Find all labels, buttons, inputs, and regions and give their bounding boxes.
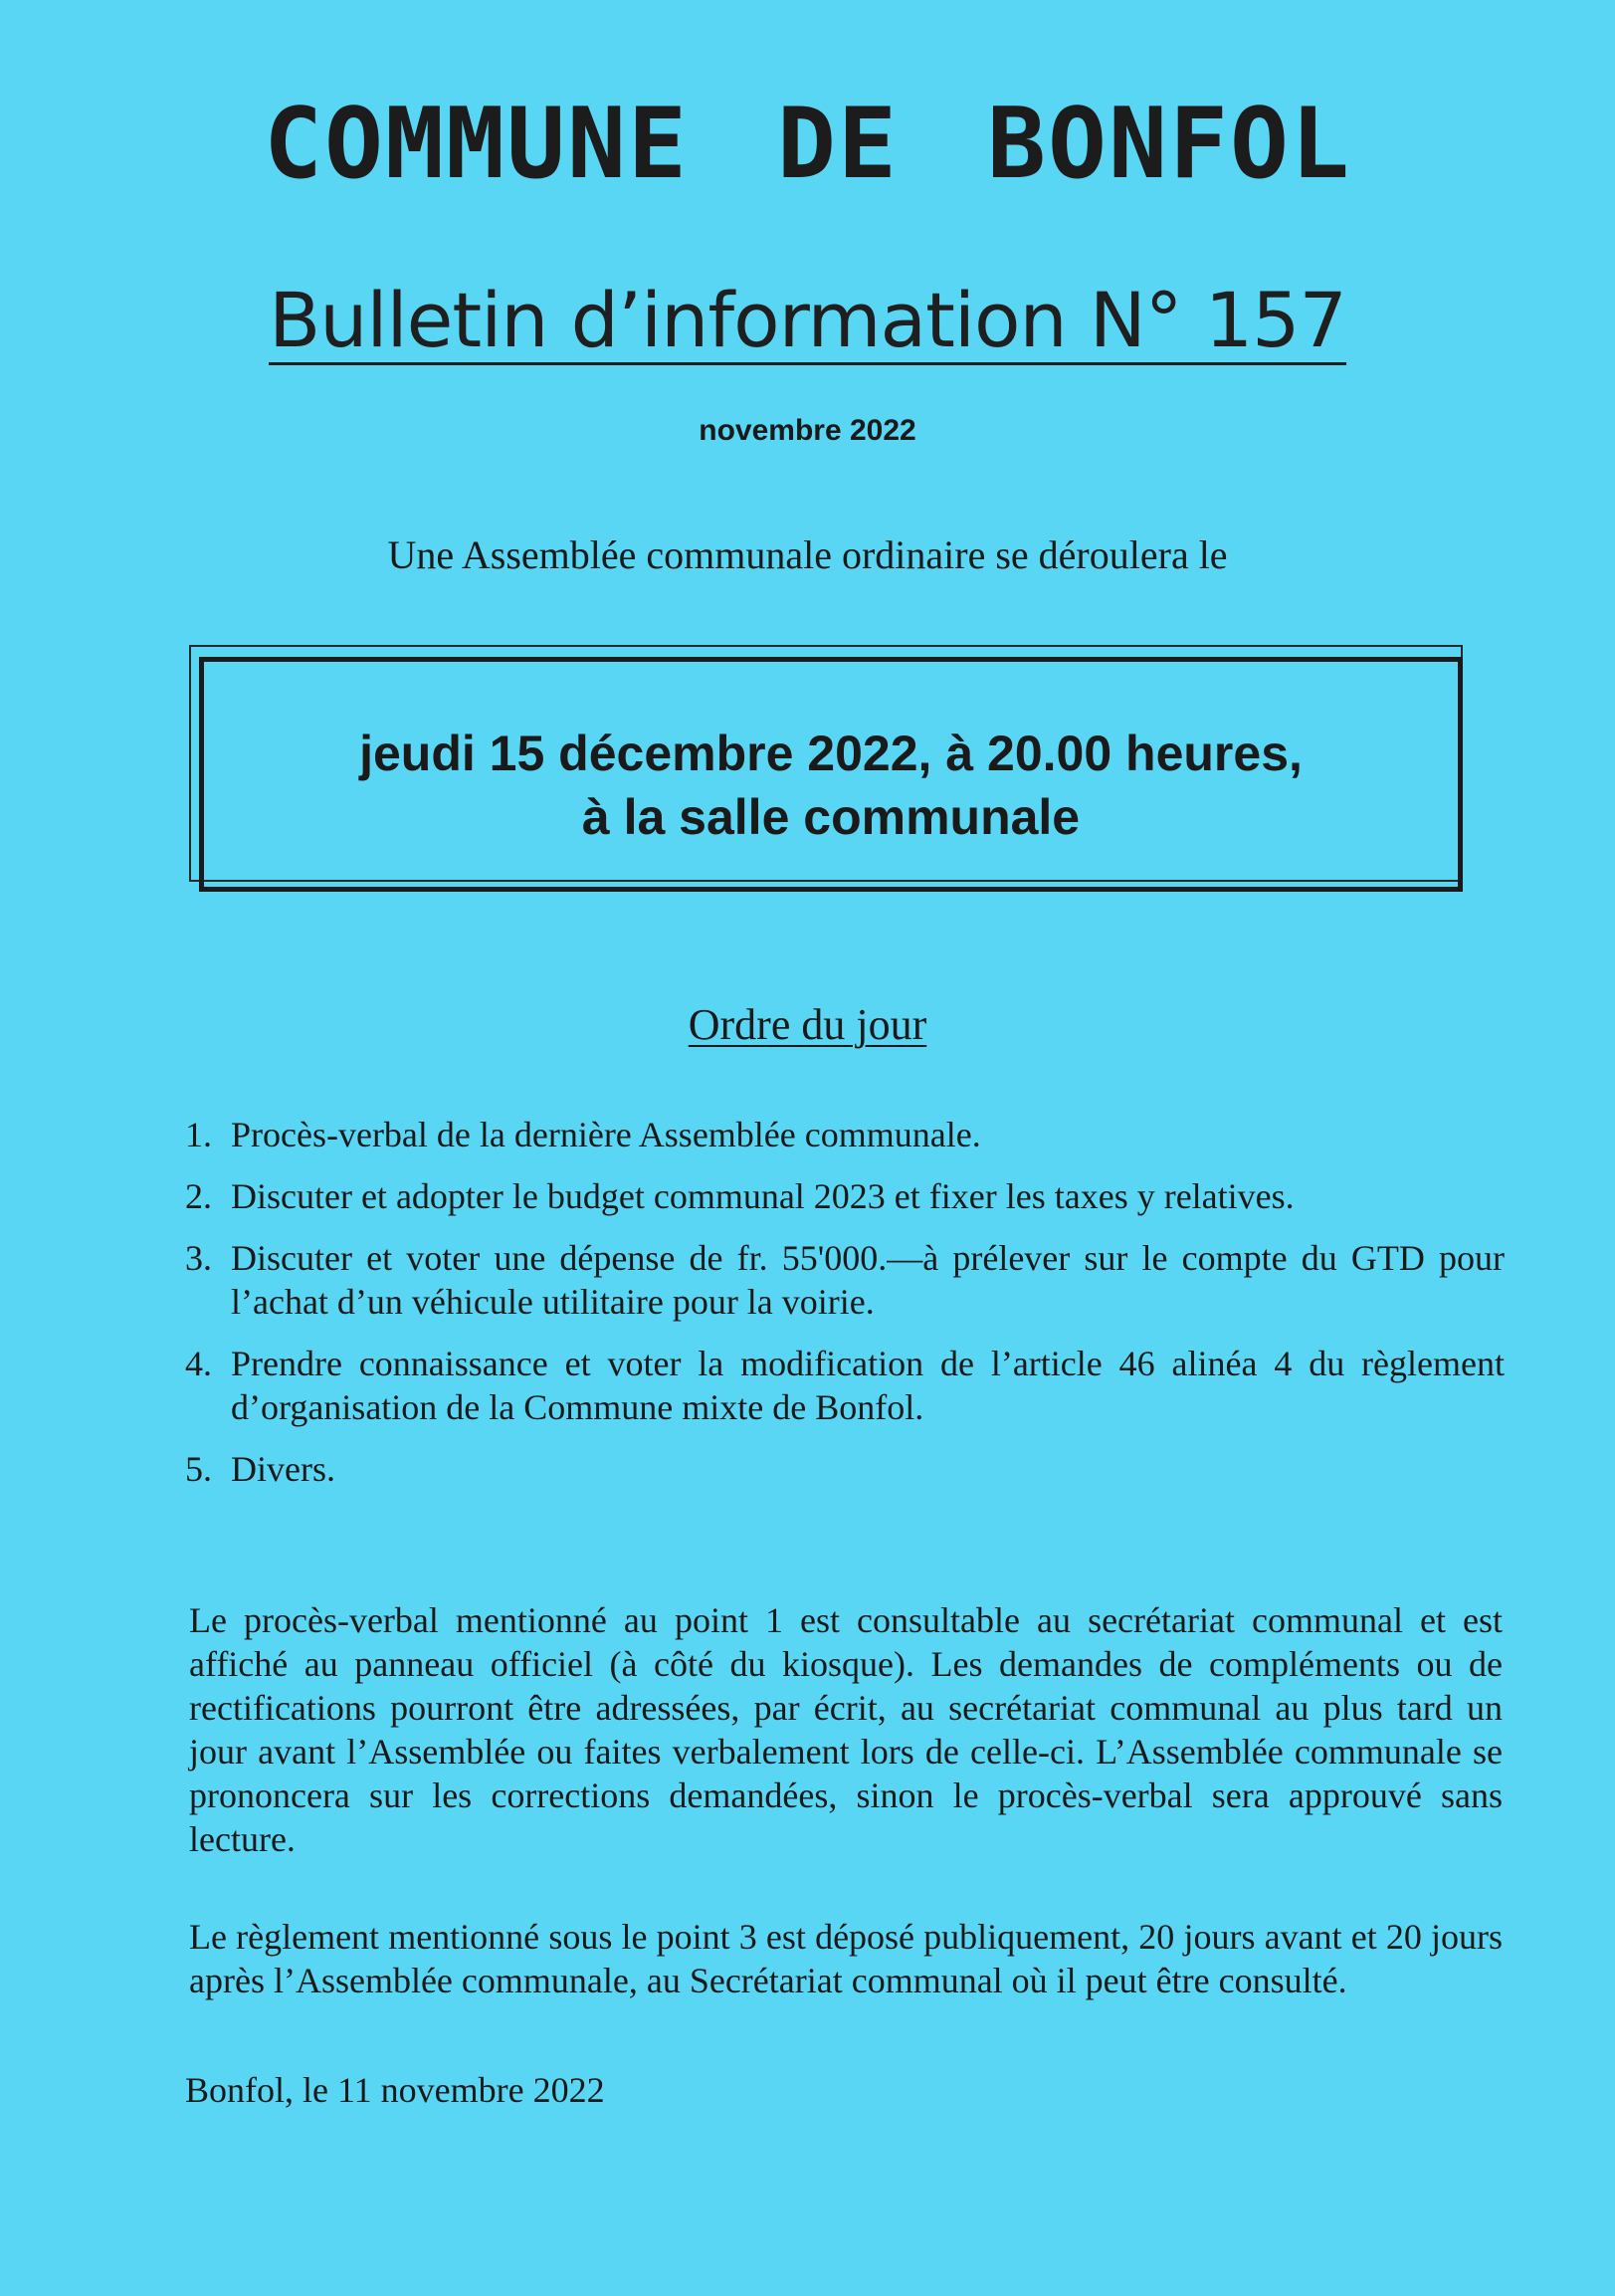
agenda-item	[181, 1447, 1505, 1491]
agenda-item-text: Procès-verbal de la dernière Assemblée communale.	[231, 1115, 981, 1154]
bulletin-subtitle	[0, 276, 1615, 365]
agenda-item-text: Prendre connaissance et voter la modification de l’article 46 alinéa 4 du règlement d’organisation de la Commune mixte de Bonfol.	[231, 1344, 1505, 1427]
event-box	[199, 657, 1463, 892]
agenda-item-number: 1.	[185, 1115, 212, 1154]
agenda-item-text: Discuter et voter une dépense de fr. 55'000.—à prélever sur le compte du GTD pour l’achat d’un véhicule utilitaire pour la voirie.	[231, 1238, 1505, 1322]
agenda-item	[181, 1113, 1505, 1156]
agenda-item-number: 5.	[185, 1449, 212, 1489]
agenda-item	[181, 1174, 1505, 1218]
minutes-paragraph: Le procès-verbal mentionné au point 1 est consultable au secrétariat communal et est affiché au panneau officiel (à côté du kiosque). Les demandes de compléments ou de rectifications pourront être adressées, par écrit, au secrétariat communal au plus tard un jour avant l’Assemblée ou faites verbalement lors de celle-ci. L’Assemblée communale se prononcera sur les corrections demandées, sinon le procès-verbal sera approuvé sans lecture.	[189, 1600, 1503, 1859]
agenda-item-text: Discuter et adopter le budget communal 2023 et fixer les taxes y relatives.	[231, 1176, 1295, 1216]
event-location: à la salle communale	[581, 789, 1081, 845]
agenda-item-text: Divers.	[231, 1449, 335, 1489]
agenda-list	[181, 1113, 1505, 1509]
bulletin-subtitle-text: Bulletin d’information N° 157	[269, 276, 1346, 364]
regulation-paragraph: Le règlement mentionné sous le point 3 est déposé publiquement, 20 jours avant et 20 jours après l’Assemblée communale, au Secrétariat communal où il peut être consulté.	[189, 1917, 1503, 2000]
assembly-intro: Une Assemblée communale ordinaire se déroulera le	[387, 532, 1228, 577]
agenda-item	[181, 1236, 1505, 1324]
event-date-time: jeudi 15 décembre 2022, à 20.00 heures,	[359, 726, 1303, 781]
agenda-item	[181, 1342, 1505, 1429]
agenda-item-number: 3.	[185, 1238, 212, 1278]
agenda-heading	[0, 1000, 1615, 1049]
event-details	[204, 722, 1458, 849]
place-date-signoff: Bonfol, le 11 novembre 2022	[185, 2070, 605, 2110]
agenda-item-number: 2.	[185, 1176, 212, 1216]
bulletin-date: novembre 2022	[699, 414, 916, 447]
agenda-heading-text: Ordre du jour	[688, 1000, 927, 1049]
commune-title: COMMUNE DE BONFOL	[263, 88, 1352, 201]
agenda-item-number: 4.	[185, 1344, 212, 1383]
